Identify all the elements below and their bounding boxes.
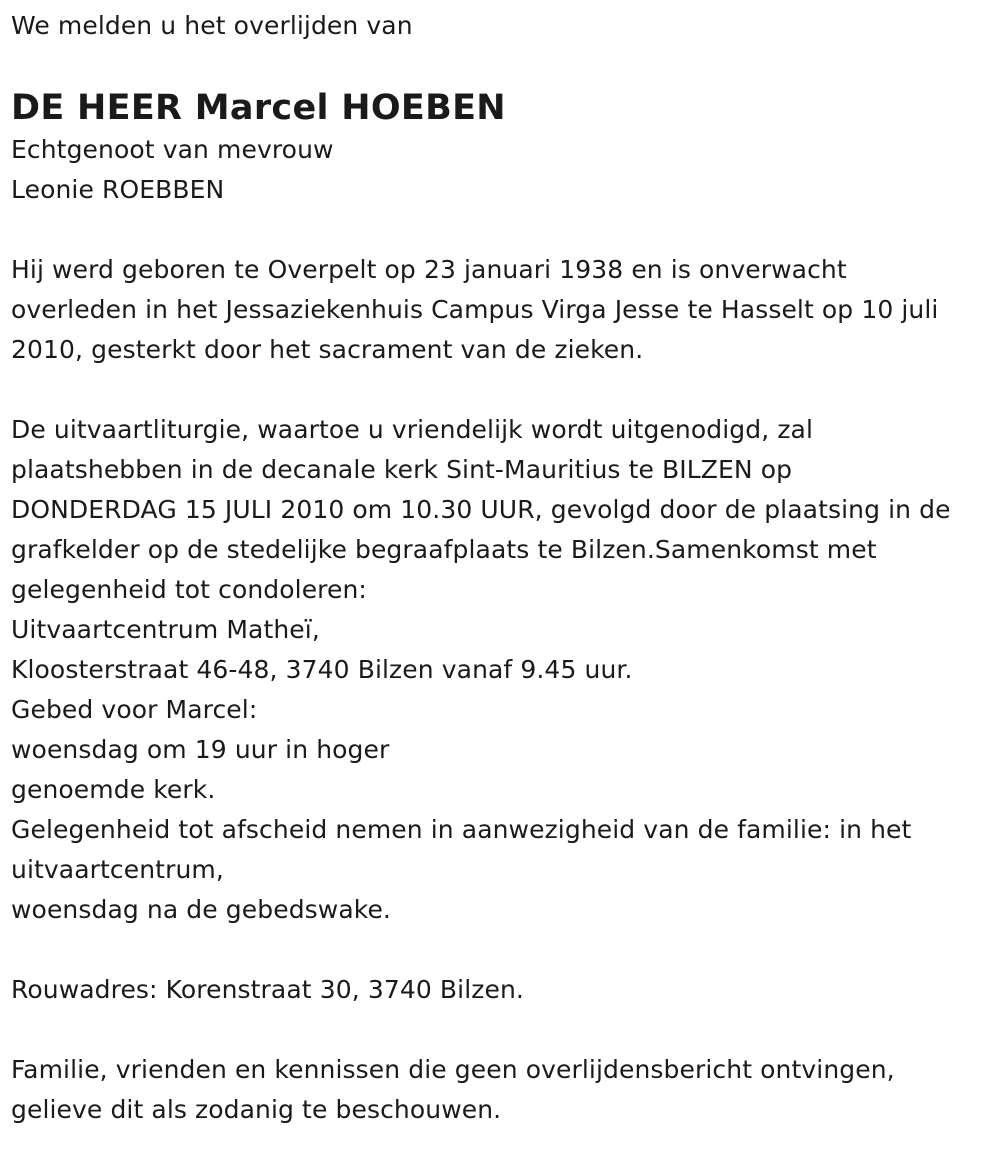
paragraph-line: woensdag om 19 uur in hoger [11,735,390,764]
paragraph-line: plaatshebben in de decanale kerk Sint-Mauritius te BILZEN op [11,455,793,484]
paragraph-line: Uitvaartcentrum Matheï, [11,615,320,644]
birth-death-paragraph [11,250,991,370]
closing-paragraph [11,1050,991,1130]
spouse-line: Echtgenoot van mevrouw [11,135,334,164]
paragraph-line: genoemde kerk. [11,775,216,804]
paragraph-line: overleden in het Jessaziekenhuis Campus Virga Jesse te Hasselt op 10 juli [11,295,939,324]
mourning-address-paragraph [11,970,991,1010]
paragraph-line: Kloosterstraat 46-48, 3740 Bilzen vanaf 9.45 uur. [11,655,633,684]
spouse-name: Leonie ROEBBEN [11,175,225,204]
paragraph-line: De uitvaartliturgie, waartoe u vriendelijk wordt uitgenodigd, zal [11,415,814,444]
intro-text: We melden u het overlijden van [11,11,413,40]
paragraph-line: DONDERDAG 15 JULI 2010 om 10.30 UUR, gevolgd door de plaatsing in de [11,495,951,524]
mourning-address: Rouwadres: Korenstraat 30, 3740 Bilzen. [11,975,524,1004]
paragraph-line: gelegenheid tot condoleren: [11,575,367,604]
paragraph-line: Gebed voor Marcel: [11,695,258,724]
spouse-block [11,130,991,210]
paragraph-line: uitvaartcentrum, [11,855,224,884]
paragraph-line: gelieve dit als zodanig te beschouwen. [11,1095,502,1124]
deceased-name: DE HEER Marcel HOEBEN [11,88,506,128]
paragraph-line: 2010, gesterkt door het sacrament van de zieken. [11,335,644,364]
paragraph-line: Hij werd geboren te Overpelt op 23 januari 1938 en is onverwacht [11,255,847,284]
paragraph-line: Gelegenheid tot afscheid nemen in aanwezigheid van de familie: in het [11,815,912,844]
paragraph-line: grafkelder op de stedelijke begraafplaats te Bilzen.Samenkomst met [11,535,877,564]
paragraph-line: Familie, vrienden en kennissen die geen overlijdensbericht ontvingen, [11,1055,895,1084]
death-notice [11,0,991,1130]
funeral-paragraph [11,410,991,930]
paragraph-line: woensdag na de gebedswake. [11,895,391,924]
